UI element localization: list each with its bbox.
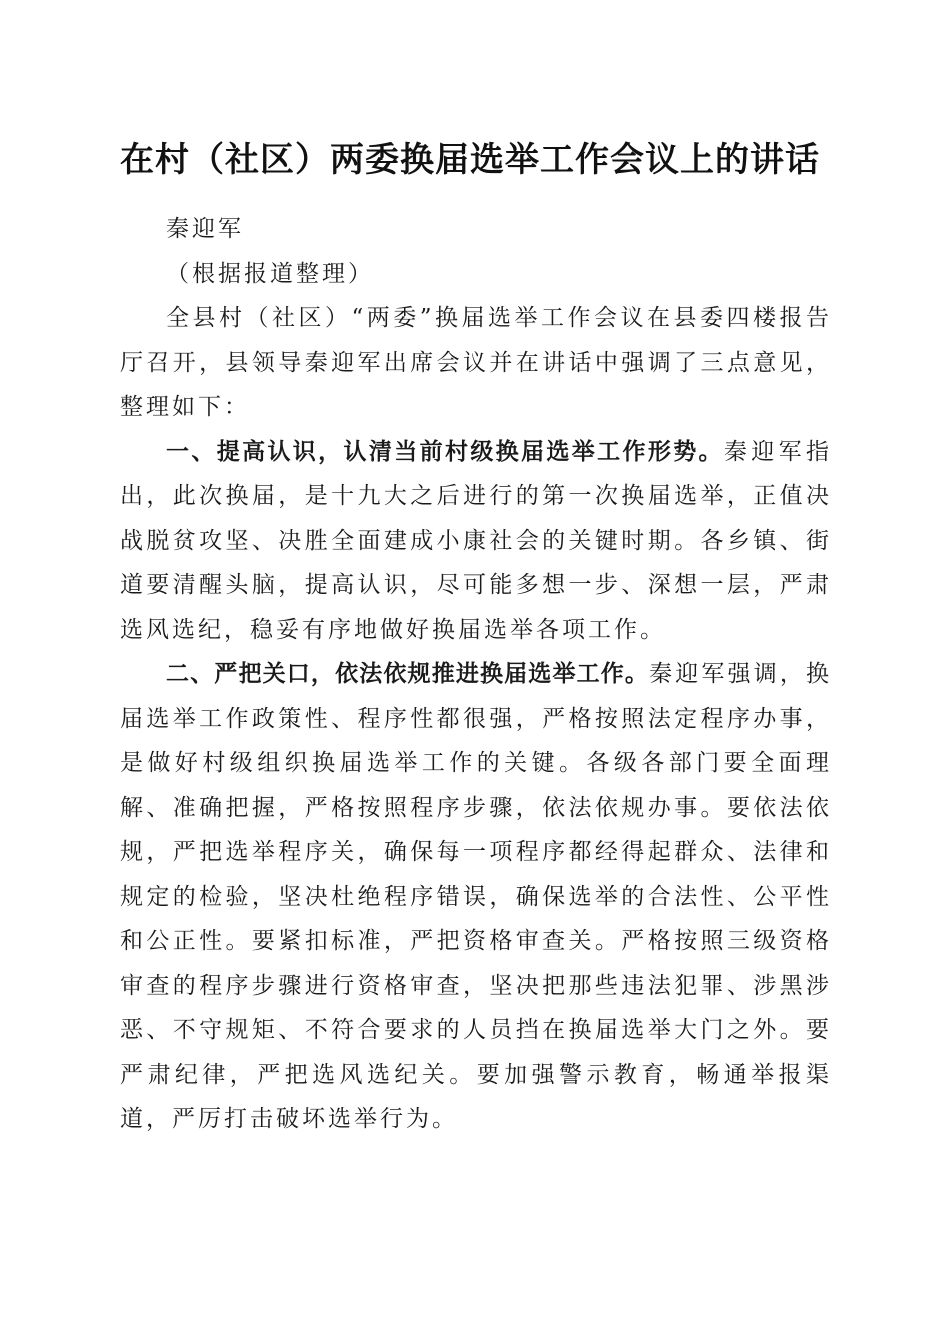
document-title: 在村（社区）两委换届选举工作会议上的讲话 (120, 140, 820, 180)
document-body (120, 207, 832, 1142)
author-line: 秦迎军 (166, 216, 244, 242)
section-body-1: 秦迎军指出，此次换届，是十九大之后进行的第一次换届选举，正值决战脱贫攻坚、决胜全面建成小康社会的关键时期。各乡镇、街道要清醒头脑，提高认识，尽可能多想一步、深想一层，严肃选风选纪，稳妥有序地做好换届选举各项工作。 (120, 438, 833, 643)
intro-paragraph: 全县村（社区）“两委”换届选举工作会议在县委四楼报告厅召开，县领导秦迎军出席会议并在讲话中强调了三点意见，整理如下： (120, 305, 832, 420)
section-paragraph-1 (120, 430, 832, 653)
section-heading-2: 二、严把关口，依法依规推进换届选举工作。 (166, 661, 650, 687)
source-note: （根据报道整理） (166, 260, 374, 287)
section-paragraph-2 (120, 652, 832, 1142)
section-body-2: 秦迎军强调，换届选举工作政策性、程序性都很强，严格按照法定程序办事，是做好村级组织换届选举工作的关键。各级各部门要全面理解、准确把握，严格按照程序步骤，依法依规办事。要依法依规，严把选举程序关，确保每一项程序都经得起群众、法律和规定的检验，坚决杜绝程序错误，确保选举的合法性、公平性和公正性。要紧扣标准，严把资格审查关。严格按照三级资格审查的程序步骤进行资格审查，坚决把那些违法犯罪、涉黑涉恶、不守规矩、不符合要求的人员挡在换届选举大门之外。要严肃纪律，严把选风选纪关。要加强警示教育，畅通举报渠道，严厉打击破坏选举行为。 (120, 661, 833, 1132)
section-heading-1: 一、提高认识，认清当前村级换届选举工作形势。 (166, 438, 724, 465)
